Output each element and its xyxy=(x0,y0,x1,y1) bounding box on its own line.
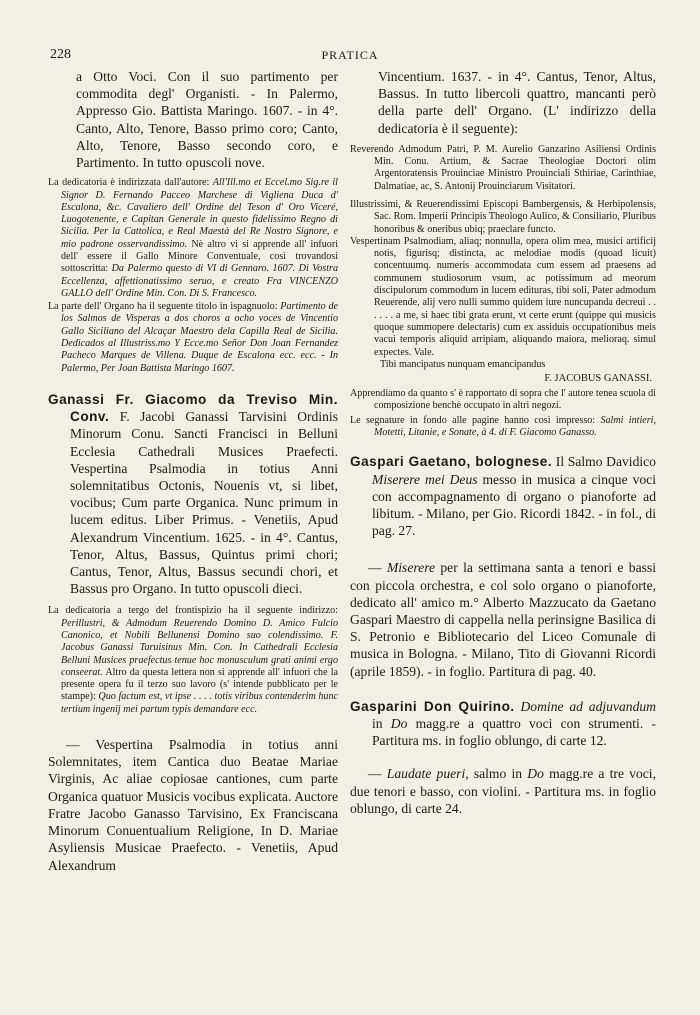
entry-dash: — xyxy=(368,560,387,576)
note-italic: Partimento de los Salmos de Visperas a dos choros a ocho voces de Vincentio Gallo Siciliano del Alcaçar Maestro dela Capilla Real de Sicilia. Dedicados al Illustriss.mo Y Ecce.mo Señor Don Joan Fernandez Pacheco Marques de Villena. Duque de Escalona ecc. ecc. - In Palermo, Per Joan Battista Maringo 1607. xyxy=(61,301,339,374)
entry-heading: Gaspari Gaetano, bolognese. xyxy=(350,454,553,470)
entry-italic: Miserere xyxy=(386,560,436,576)
note-dedicatoria-ganassi xyxy=(48,605,338,716)
running-head: PRATICA xyxy=(321,48,379,62)
maringo-entry-continuation: a Otto Voci. Con il suo partimento per commodita degl' Organisti. - In Palermo, Appresso Gio. Battista Maringo. 1607. - in 4°. Canto, Alto, Tenore, Basso primo coro; Canto, Alto, Tenore, Basso secondo coro, e Partimento. In tutto opuscoli nove. xyxy=(76,69,338,171)
dedication-tibi: Tibi mancipatus nunquam emancipandus xyxy=(380,358,546,370)
entry-italic: Miserere mei Deus xyxy=(372,471,478,487)
signature: F. JACOBUS GANASSI. xyxy=(544,373,652,385)
vincentium-continuation: Vincentium. 1637. - in 4°. Cantus, Tenor, Altus, Bassus. In tutto libercoli quattro, mancanti però della parte dell' Organo. (L' indirizzo della dedicatoria è il seguente): xyxy=(378,69,656,136)
laudate-entry xyxy=(350,765,656,817)
note-italic: All'Ill.mo et Eccel.mo Sig.re il Signor D. Fernando Pacceo Marchese di Vigliena Duca d' Escalona, &c. Cavaliero dell' Ordine del Teson d' Oro Viceré, Luogotenente, e Capitan Generale in questo fidelissimo Regno di Sicilia. Per la Cattolica, e Real Maestà del Re Nostro Signore, e mio padrone osservandissimo. xyxy=(61,177,338,250)
entry-italic: Do xyxy=(527,766,544,782)
entry-text: in xyxy=(372,715,391,731)
dedication-illustrissimi: Illustrissimi, & Reuerendissimi Episcopi Bambergensis, & Herbipolensis, Sac. Rom. Imperii Principis Theologo Aulico, & Consiliario, Pluribus honoribus & oneribus ubiq; praeclare functo. xyxy=(350,199,656,235)
note-italic: Perillustri, & Admodum Reuerendo Domino D. Amico Fulcio Canonico, et Nobili Bellunensi Domino suo colendissimo. F. Jacobus Ganassi Taruisinus Min. Con. In Cathedrali Ecclesia Belluni Musices praefectus tenue hoc monusculum grati animi ergo conseerat. xyxy=(61,617,338,678)
note-apprendiamo: Apprendiamo da quanto s' è rapportato di sopra che l' autore tenea scuola di composizione benchè occupato in altri negozi. xyxy=(350,388,656,412)
entry-text: magg.re a quattro voci con strumenti. - Partitura ms. in foglio oblungo, di carte 12. xyxy=(372,715,656,749)
vespertina-entry: — Vespertina Psalmodia in totius anni Solemnitates, item Cantica duo Beatae Mariae Virginis, Ac aliae copiosae cantiones, cum parte Organica quatuor Musicis vocibus explicata. Auctore Fratre Jacobo Ganasso Tarvisino, Ex Franciscana Minorum Conuentualium Religione, In D. Mariae Asyliensis Musicae Praefecto. - Venetiis, Apud Alexandrum xyxy=(48,737,338,873)
miserere-entry xyxy=(350,559,656,679)
entry-text: messo in musica a cinque voci con accompagnamento di organo o pianoforte ad libitum. - Milano, per Gio. Ricordi 1842. - in fol., di pag. 27. xyxy=(372,471,656,539)
note-parte-organo xyxy=(48,301,338,375)
note-italic: Da Palermo questo di VI di Gennaro. 1607. Di Vostra Eccellenza, affettionatissimo seruo, e creato Fra VINCENZO GALLO dell' Ordine Min. Con. Di S. Francesco. xyxy=(61,263,339,299)
dedication-vespertinam: Vespertinam Psalmodiam, aliaq; nonnulla, opera olim mea, musici artificij notis, figurisq; distincta, ac melodiae modis (quoad licuit) concentuumq. numeris accommodata cum essem ad praesens ad communem studiosorum vsum, ac potissimum ad meorum discipulorum commodum in lucem edituras, tibi soli, Pater admodum Reuerende, alij vero nulli summo quidem iure nuncupanda decreui . . . . . . a me, si haec tibi grata erunt, vt certe erunt (quippe qui musicis quoque summopere delectaris) cum ex assiduis occupationibus meis vacui temporis aliquid arripiam, aliquando maiora, melioraq. simul expectes. Vale. xyxy=(350,235,656,358)
note-text: La parte dell' Organo ha il seguente titolo in ispagnuolo: xyxy=(48,301,281,313)
note-text: Le segnature in fondo alle pagine hanno così impresso: xyxy=(350,414,601,426)
left-column xyxy=(48,68,338,874)
entry-heading: Gasparini Don Quirino. xyxy=(350,698,515,714)
ganassi-entry xyxy=(48,391,338,597)
note-dedicatoria-gallo xyxy=(48,177,338,300)
entry-italic: Laudate pueri, xyxy=(386,766,469,782)
note-text: Altro da questa lettera non si apprende all' infuori che la presente opera fu il terzo suo lavoro (s' intende pubblicato per le stampe): xyxy=(61,666,338,703)
note-text: La dedicatoria è indirizzata dall'autore: xyxy=(48,177,213,189)
note-text: Nè altro vi si apprende all' infuori dell' essere il Gallo Minore Conventuale, così trovandosi sottoscritta: xyxy=(61,238,338,275)
entry-text: salmo in xyxy=(468,766,528,782)
gasparini-entry xyxy=(350,698,656,750)
entry-italic: Do xyxy=(390,715,408,731)
note-italic: Quo factum est, vt ipse . . . . totis viribus contenderim hunc tertium ingenij mei partum typis demandare ecc. xyxy=(61,691,339,715)
entry-dash: — xyxy=(368,766,387,782)
entry-text: Il Salmo Davidico xyxy=(552,454,656,470)
note-italic: Salmi intieri, Motetti, Litanie, e Sonate, à 4. di F. Giacomo Ganasso. xyxy=(374,414,656,439)
dedication-reverendo: Reverendo Admodum Patri, P. M. Aurelio Ganzarino Asiliensi Ordinis Min. Conu. Artium, & Sacrae Theologiae Doctori olim Argentoratensis Prouinciae Ministro Prouinciali Sthiriae, Carinthiae, Dalmatiae, ac, S. Antonij Prouinciarum Visitatori. xyxy=(350,143,656,192)
page-number: 228 xyxy=(50,47,71,62)
note-segnature xyxy=(350,415,656,440)
right-column xyxy=(350,68,656,817)
gaspari-entry xyxy=(350,453,656,539)
entry-text: per la settimana santa a tenori e bassi con piccola orchestra, e col solo organo o pianoforte, dedicato all' amico m.° Alberto Mazzucato da Gaetano Gaspari Maestro di cappella nella perinsigne Basilica di S. Petronio e Bibliotecario del Liceo Comunale di musica in Bologna. - Milano, Tito di Giovanni Ricordi (aprile 1859). - in foglio. Partitura di pag. 40. xyxy=(350,560,656,679)
entry-italic: Domine ad adjuvandum xyxy=(514,698,656,714)
entry-heading: Ganassi Fr. Giacomo da Treviso Min. Conv. xyxy=(48,391,338,425)
entry-text: magg.re a tre voci, due tenori e basso, con violini. - Partitura ms. in foglio oblungo, di carte 24. xyxy=(350,766,656,816)
entry-text: F. Jacobi Ganassi Tarvisini Ordinis Minorum Conu. Sancti Francisci in Belluni Ecclesia Cathedrali Musices Praefecti. Vespertina Psalmodia in totius Anni solemnitatibus Octonis, Nouenis vt, si libet, vocibus; Cum parte Organica. Nunc primum in lucem editus. Liber Primus. - Venetiis, Apud Alexandrum Vincentium. 1625. - in 4°. Cantus, Tenor, Altus, Bassus, Quintus primi chori; Cantus, Tenor, Altus, Bassus secundi chori, et Bassus pro Organo. In tutto opuscoli dieci. xyxy=(70,409,338,597)
note-text: La dedicatoria a tergo del frontispizio ha il seguente indirizzo: xyxy=(48,605,338,617)
